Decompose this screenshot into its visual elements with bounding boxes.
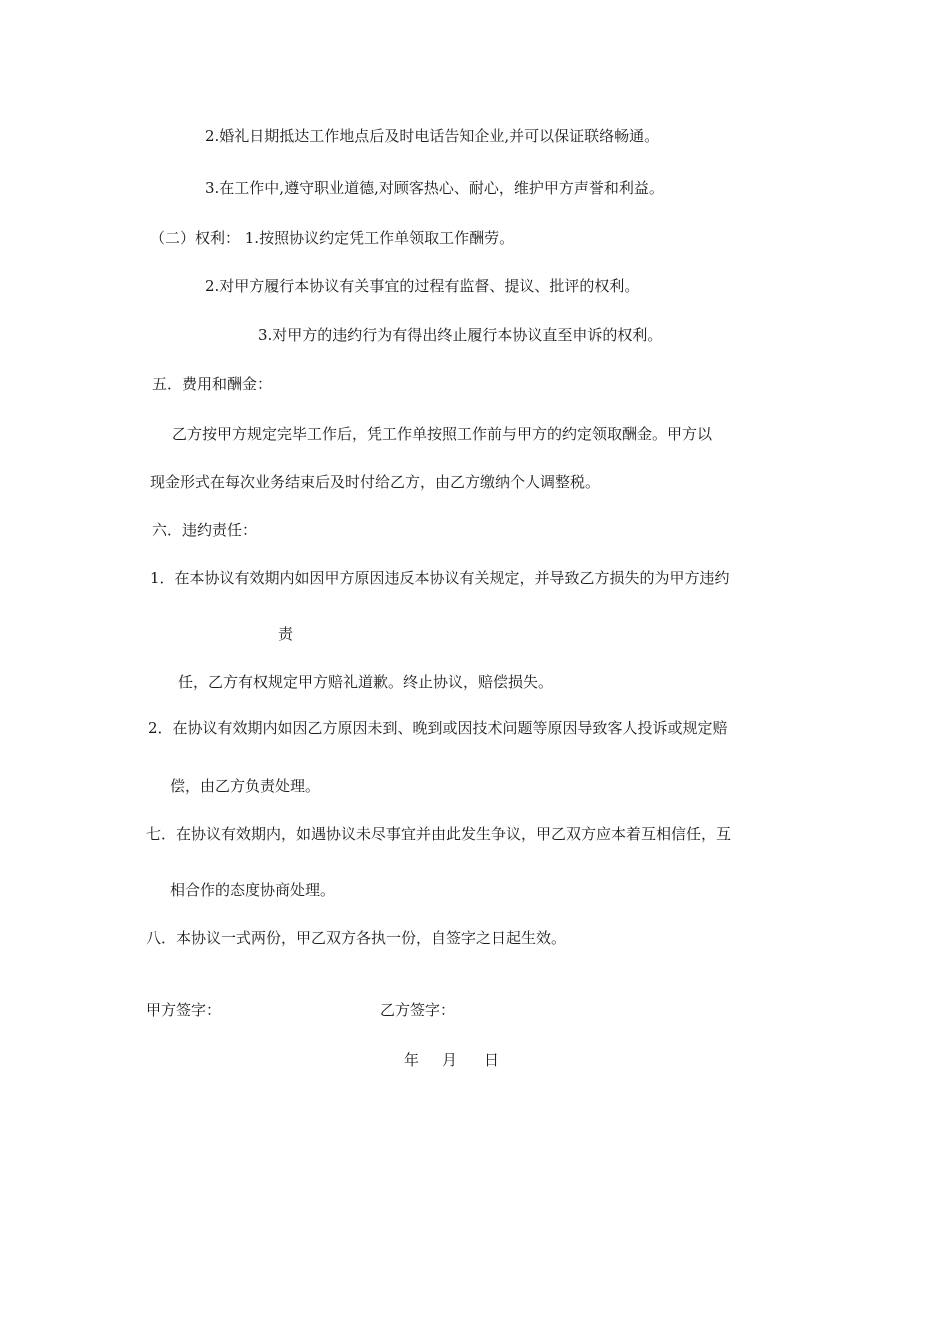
section-five-heading: 五．费用和酬金： bbox=[152, 375, 273, 393]
section-seven-line-1: 七．在协议有效期内，如遇协议未尽事宜并由此发生争议，甲乙双方应本着互相信任，互 bbox=[146, 825, 732, 843]
duty-item-2: 2.婚礼日期抵达工作地点后及时电话告知企业,并可以保证联络畅通。 bbox=[205, 127, 660, 145]
breach-item-1-line-1: 1．在本协议有效期内如因甲方原因违反本协议有关规定，并导致乙方损失的为甲方违约 bbox=[150, 569, 730, 587]
party-b-signature-label: 乙方签字： bbox=[380, 1001, 456, 1019]
date-month-label: 月 bbox=[442, 1051, 458, 1069]
date-year-label: 年 bbox=[404, 1051, 420, 1069]
rights-item-2: 2.对甲方履行本协议有关事宜的过程有监督、提议、批评的权利。 bbox=[205, 277, 640, 295]
fees-paragraph-line-1: 乙方按甲方规定完毕工作后，凭工作单按照工作前与甲方的约定领取酬金。甲方以 bbox=[172, 425, 713, 443]
duty-item-3: 3.在工作中,遵守职业道德,对顾客热心、耐心，维护甲方声誉和利益。 bbox=[205, 179, 664, 197]
breach-item-1-line-2: 责 bbox=[278, 625, 294, 643]
rights-item-1: （二）权利： 1.按照协议约定凭工作单领取工作酬劳。 bbox=[150, 229, 515, 247]
section-eight: 八．本协议一式两份，甲乙双方各执一份，自签字之日起生效。 bbox=[146, 929, 567, 947]
section-seven-line-2: 相合作的态度协商处理。 bbox=[170, 881, 336, 899]
breach-item-2-line-2: 偿，由乙方负责处理。 bbox=[170, 777, 321, 795]
date-day-label: 日 bbox=[484, 1051, 500, 1069]
party-a-signature-label: 甲方签字： bbox=[146, 1001, 222, 1019]
breach-item-2-line-1: 2．在协议有效期内如因乙方原因未到、晚到或因技术问题等原因导致客人投诉或规定赔 bbox=[148, 719, 728, 737]
breach-item-1-line-3: 任，乙方有权规定甲方赔礼道歉。终止协议，赔偿损失。 bbox=[178, 673, 554, 691]
fees-paragraph-line-2: 现金形式在每次业务结束后及时付给乙方，由乙方缴纳个人调整税。 bbox=[150, 473, 601, 491]
rights-item-3: 3.对甲方的违约行为有得出终止履行本协议直至申诉的权利。 bbox=[258, 326, 663, 344]
section-six-heading: 六．违约责任： bbox=[152, 521, 258, 539]
